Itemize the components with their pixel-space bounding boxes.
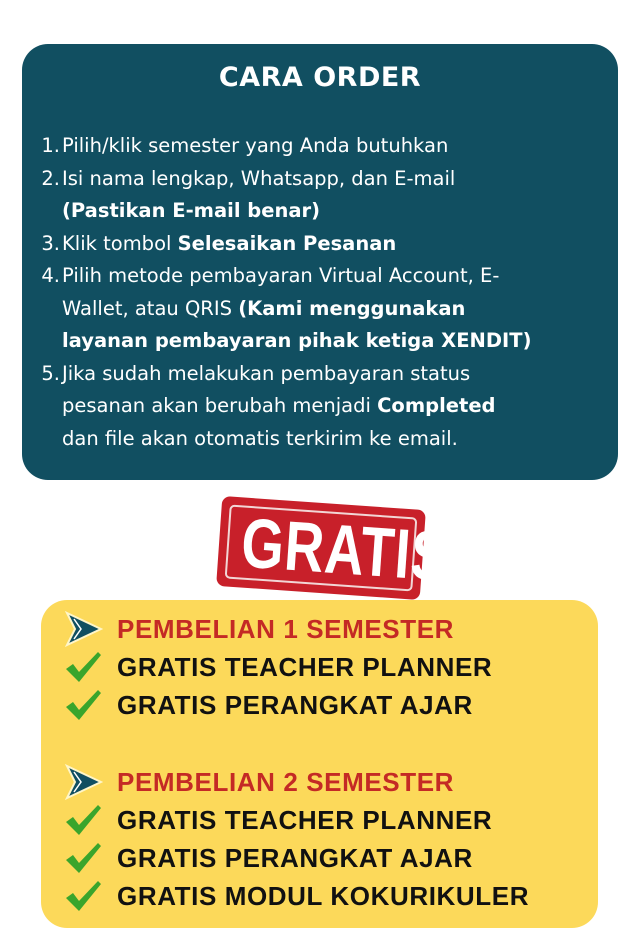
order-step-4 xyxy=(22,260,618,358)
step-number: 5. xyxy=(41,361,60,385)
bonus-heading-label: PEMBELIAN 2 SEMESTER xyxy=(117,766,455,797)
order-step-2 xyxy=(22,163,618,228)
order-step-1 xyxy=(22,130,618,163)
bonus-item xyxy=(63,877,529,915)
bonus-card xyxy=(41,600,598,928)
arrow-right-icon xyxy=(63,611,107,647)
bonus-item xyxy=(63,648,492,686)
bonus-item-label: GRATIS MODUL KOKURIKULER xyxy=(117,880,530,911)
step-line: pesanan akan berubah menjadi Completed xyxy=(62,394,496,417)
order-instructions-card xyxy=(22,44,618,480)
step-line: dan file akan otomatis terkirim ke email. xyxy=(62,426,458,450)
gratis-stamp xyxy=(216,496,451,600)
bonus-item xyxy=(63,839,473,877)
step-number: 1. xyxy=(41,134,60,157)
bonus-item xyxy=(63,686,473,724)
bonus-item-label: GRATIS PERANGKAT AJAR xyxy=(117,842,473,873)
checkmark-icon xyxy=(63,840,107,876)
bonus-item xyxy=(63,801,492,839)
step-line: layanan pembayaran pihak ketiga XENDIT) xyxy=(62,329,532,352)
step-line: Klik tombol Selesaikan Pesanan xyxy=(62,231,397,255)
arrow-right-icon xyxy=(63,764,107,800)
checkmark-icon xyxy=(63,878,107,914)
order-title: CARA ORDER xyxy=(218,62,422,93)
step-line: Wallet, atau QRIS (Kami menggunakan xyxy=(62,296,466,320)
step-line: Isi nama lengkap, Whatsapp, dan E-mail xyxy=(62,166,456,190)
bonus-item-label: GRATIS PERANGKAT AJAR xyxy=(117,689,473,720)
step-number: 3. xyxy=(41,231,60,255)
bonus-item-label: GRATIS TEACHER PLANNER xyxy=(117,804,493,835)
step-line: (Pastikan E-mail benar) xyxy=(62,199,321,222)
stamp-text: GRATIS xyxy=(238,503,451,596)
step-number: 2. xyxy=(41,166,60,190)
checkmark-icon xyxy=(63,649,107,685)
order-step-5 xyxy=(22,358,618,456)
step-line: Pilih/klik semester yang Anda butuhkan xyxy=(62,134,449,157)
bonus-heading-label: PEMBELIAN 1 SEMESTER xyxy=(117,613,455,644)
bonus-heading-1 xyxy=(63,610,454,648)
bonus-heading-2 xyxy=(63,763,454,801)
order-steps-list xyxy=(22,130,618,455)
order-step-3 xyxy=(22,228,618,261)
bonus-item-label: GRATIS TEACHER PLANNER xyxy=(117,651,493,682)
checkmark-icon xyxy=(63,802,107,838)
step-number: 4. xyxy=(41,264,60,287)
step-line: Pilih metode pembayaran Virtual Account, E- xyxy=(62,264,500,287)
step-line: Jika sudah melakukan pembayaran status xyxy=(62,361,471,385)
checkmark-icon xyxy=(63,687,107,723)
